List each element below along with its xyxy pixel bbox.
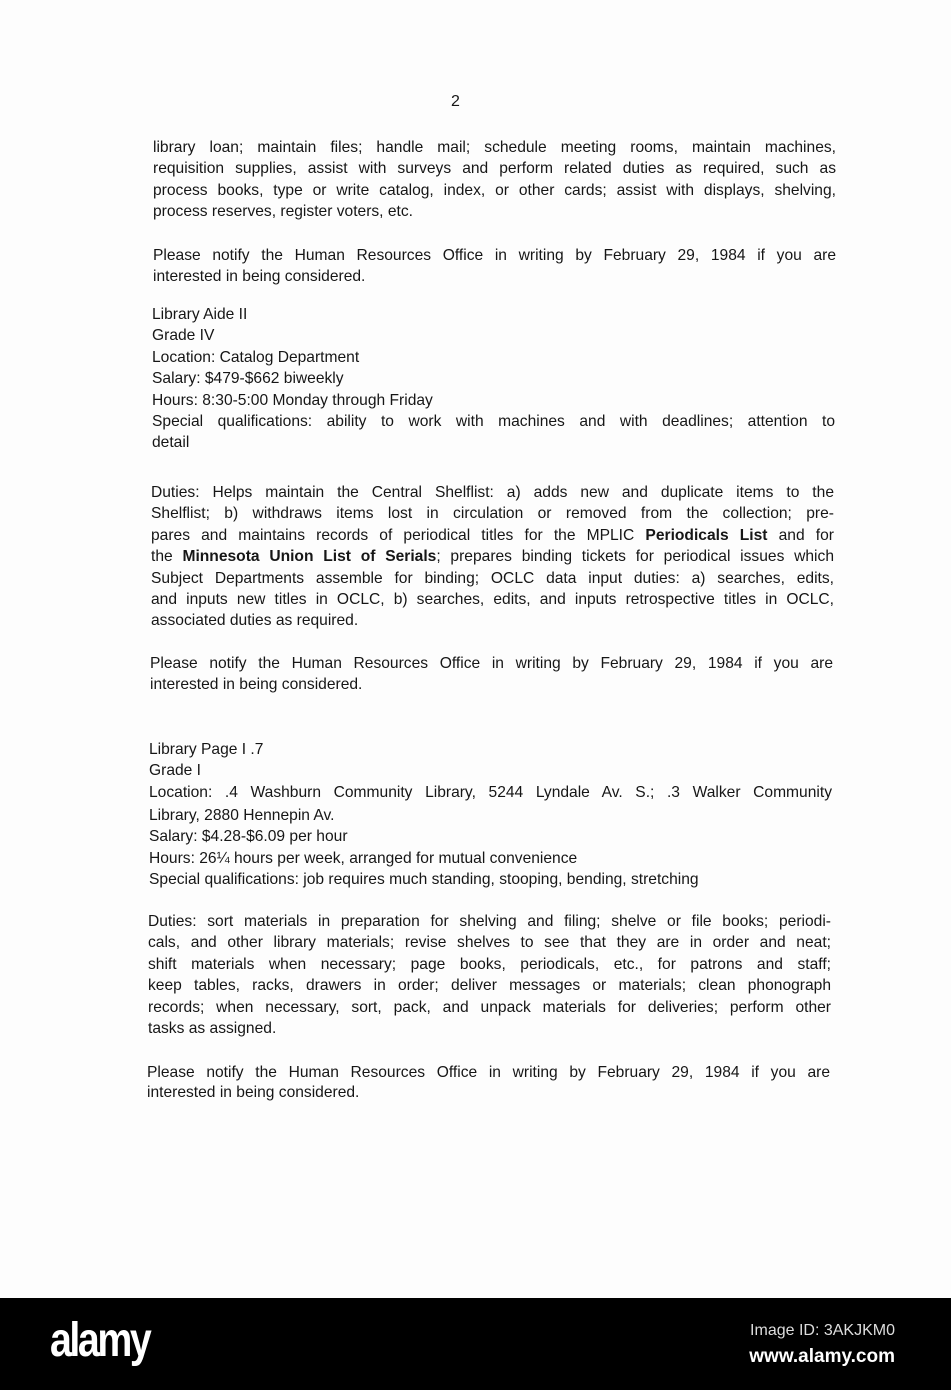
job-location: Location: Catalog Department	[152, 348, 360, 366]
job-title: Library Aide II	[152, 306, 248, 323]
watermark-banner	[0, 1298, 951, 1390]
publication-title: Periodicals List	[645, 526, 768, 544]
text-segment: the	[151, 548, 173, 566]
text-line: Subject Departments assemble for binding; OCLC data input duties: a) searches, edits,	[151, 569, 834, 587]
text-segment: pares and maintains records of periodical titles for the MPLIC	[151, 526, 635, 544]
text-line: keep tables, racks, drawers in order; deliver messages or materials; clean phonograph	[148, 977, 831, 995]
job-qualifications-cont: detail	[152, 434, 190, 452]
text-line: requisition supplies, assist with surveys and perform related duties as required, such as	[153, 160, 836, 178]
job-library-aide-ii	[152, 304, 835, 454]
notify-paragraph	[147, 1063, 830, 1104]
text-segment: ; prepares binding tickets for periodical issues which	[436, 548, 834, 566]
job-title: Library Page I .7	[149, 741, 264, 758]
page-duties-paragraph	[148, 911, 831, 1039]
text-line: process reserves, register voters, etc.	[153, 203, 413, 221]
job-location-cont: Library, 2880 Hennepin Av.	[149, 806, 335, 824]
job-grade: Grade I	[149, 762, 202, 780]
text-segment: and for	[778, 526, 834, 544]
text-line: Duties: Helps maintain the Central Shelflist: a) adds new and duplicate items to the	[151, 484, 834, 501]
paragraph-continuation	[153, 137, 836, 223]
text-line: and inputs new titles in OCLC, b) searches, edits, and inputs retrospective titles in OCLC,	[151, 590, 834, 608]
text-line: associated duties as required.	[151, 612, 359, 630]
image-id: Image ID: 3AKJKM0	[750, 1322, 895, 1339]
job-library-page-i	[149, 739, 832, 890]
alamy-logo: alamy	[50, 1314, 150, 1367]
job-location: Location: .4 Washburn Community Library, 5244 Lyndale Av. S.; .3 Walker Community	[149, 783, 832, 801]
job-grade: Grade IV	[152, 327, 215, 345]
text-line: cals, and other library materials; revise shelves to see that they are in order and neat;	[148, 934, 831, 952]
text-line: records; when necessary, sort, pack, and unpack materials for deliveries; perform other	[148, 998, 831, 1016]
publication-title: Minnesota Union List of Serials	[182, 548, 437, 566]
notify-paragraph	[153, 245, 836, 288]
text-line: library loan; maintain files; handle mail; schedule meeting rooms, maintain machines,	[153, 139, 836, 156]
page-number: 2	[451, 93, 460, 110]
text-line: process books, type or write catalog, index, or other cards; assist with displays, shelving,	[153, 181, 836, 199]
job-hours: Hours: 26¼ hours per week, arranged for mutual convenience	[149, 849, 578, 867]
job-qualifications: Special qualifications: job requires much standing, stooping, bending, stretching	[149, 870, 699, 888]
job-qualifications: Special qualifications: ability to work with machines and with deadlines; attention to	[152, 412, 835, 430]
job-hours: Hours: 8:30-5:00 Monday through Friday	[152, 391, 433, 409]
aide-duties-paragraph	[151, 482, 834, 632]
text-line: Duties: sort materials in preparation for shelving and filing; shelve or file books; periodi-	[148, 913, 831, 930]
text-line: Please notify the Human Resources Office in writing by February 29, 1984 if you are	[150, 655, 833, 672]
text-line	[151, 546, 834, 567]
text-line: Please notify the Human Resources Office in writing by February 29, 1984 if you are	[147, 1064, 830, 1081]
text-line: interested in being considered.	[153, 268, 366, 286]
text-line: interested in being considered.	[147, 1084, 360, 1101]
text-line: shift materials when necessary; page books, periodicals, etc., for patrons and staff;	[148, 955, 831, 973]
job-salary: Salary: $479-$662 biweekly	[152, 370, 344, 388]
text-line	[151, 525, 834, 546]
notify-paragraph	[150, 653, 833, 696]
text-line: interested in being considered.	[150, 676, 363, 694]
watermark-url: www.alamy.com	[749, 1346, 895, 1367]
text-line: Shelflist; b) withdraws items lost in circulation or removed from the collection; pre-	[151, 505, 834, 523]
text-line: Please notify the Human Resources Office in writing by February 29, 1984 if you are	[153, 247, 836, 264]
text-line: tasks as assigned.	[148, 1019, 277, 1037]
job-salary: Salary: $4.28-$6.09 per hour	[149, 828, 348, 846]
